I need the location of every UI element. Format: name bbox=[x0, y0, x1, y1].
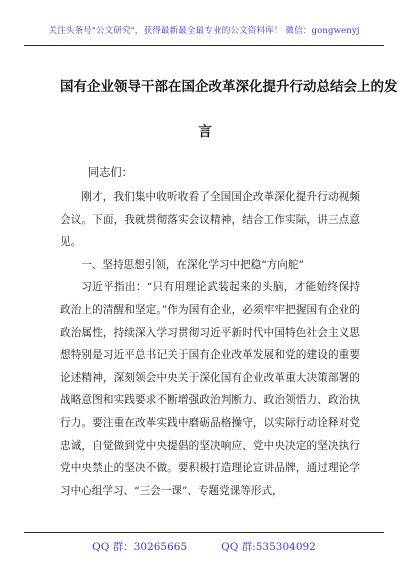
section-heading-1: 一、坚持思想引领，在深化学习中把稳“方向舵” bbox=[81, 258, 304, 271]
qq-group-2: QQ 群:535304092 bbox=[221, 541, 316, 553]
footer-contact bbox=[0, 539, 408, 554]
header-notice: 关注头条号"公文研究"，获得最新最全最专业的公文资料库！ 微信：gongwenyj bbox=[48, 26, 360, 36]
document-body bbox=[60, 186, 360, 502]
salutation: 同志们： bbox=[88, 166, 133, 179]
qq-group-1: QQ 群：30265665 bbox=[92, 541, 188, 553]
footer-divider bbox=[24, 532, 384, 533]
document-title-line-2: 言 bbox=[198, 124, 212, 140]
document-title-line-1: 国有企业领导干部在国企改革深化提升行动总结会上的发 bbox=[60, 79, 398, 95]
intro-paragraph: 刚才，我们集中收听收看了全国国企改革深化提升行动视频会议。下面，我就贯彻落实会议精神，结合工作实际，讲三点意见。 bbox=[60, 191, 360, 249]
body-paragraph: 习近平指出：“只有用理论武装起来的头脑，才能始终保持政治上的清醒和坚定。”作为国有企业，必须牢牢把握国有企业的政治属性，持续深入学习贯彻习近平新时代中国特色社会主义思想特别是习近平总书记关于国有企业改革发展和党的建设的重要论述精神，深刻领会中央关于深化国有企业改革重大决策部署的战略意图和实践要求不断增强政治判断力、政治领悟力、政治执行力。要注重在改革实践中磨砺品格操守，以实际行动诠释对党忠诚，自觉做到党中央提倡的坚决响应、党中央决定的坚决执行党中央禁止的坚决不做。要积极打造理论宣讲品牌，通过理论学习中心组学习、“三会一课”、专题党课等形式， bbox=[60, 281, 360, 497]
header-divider bbox=[24, 45, 384, 46]
